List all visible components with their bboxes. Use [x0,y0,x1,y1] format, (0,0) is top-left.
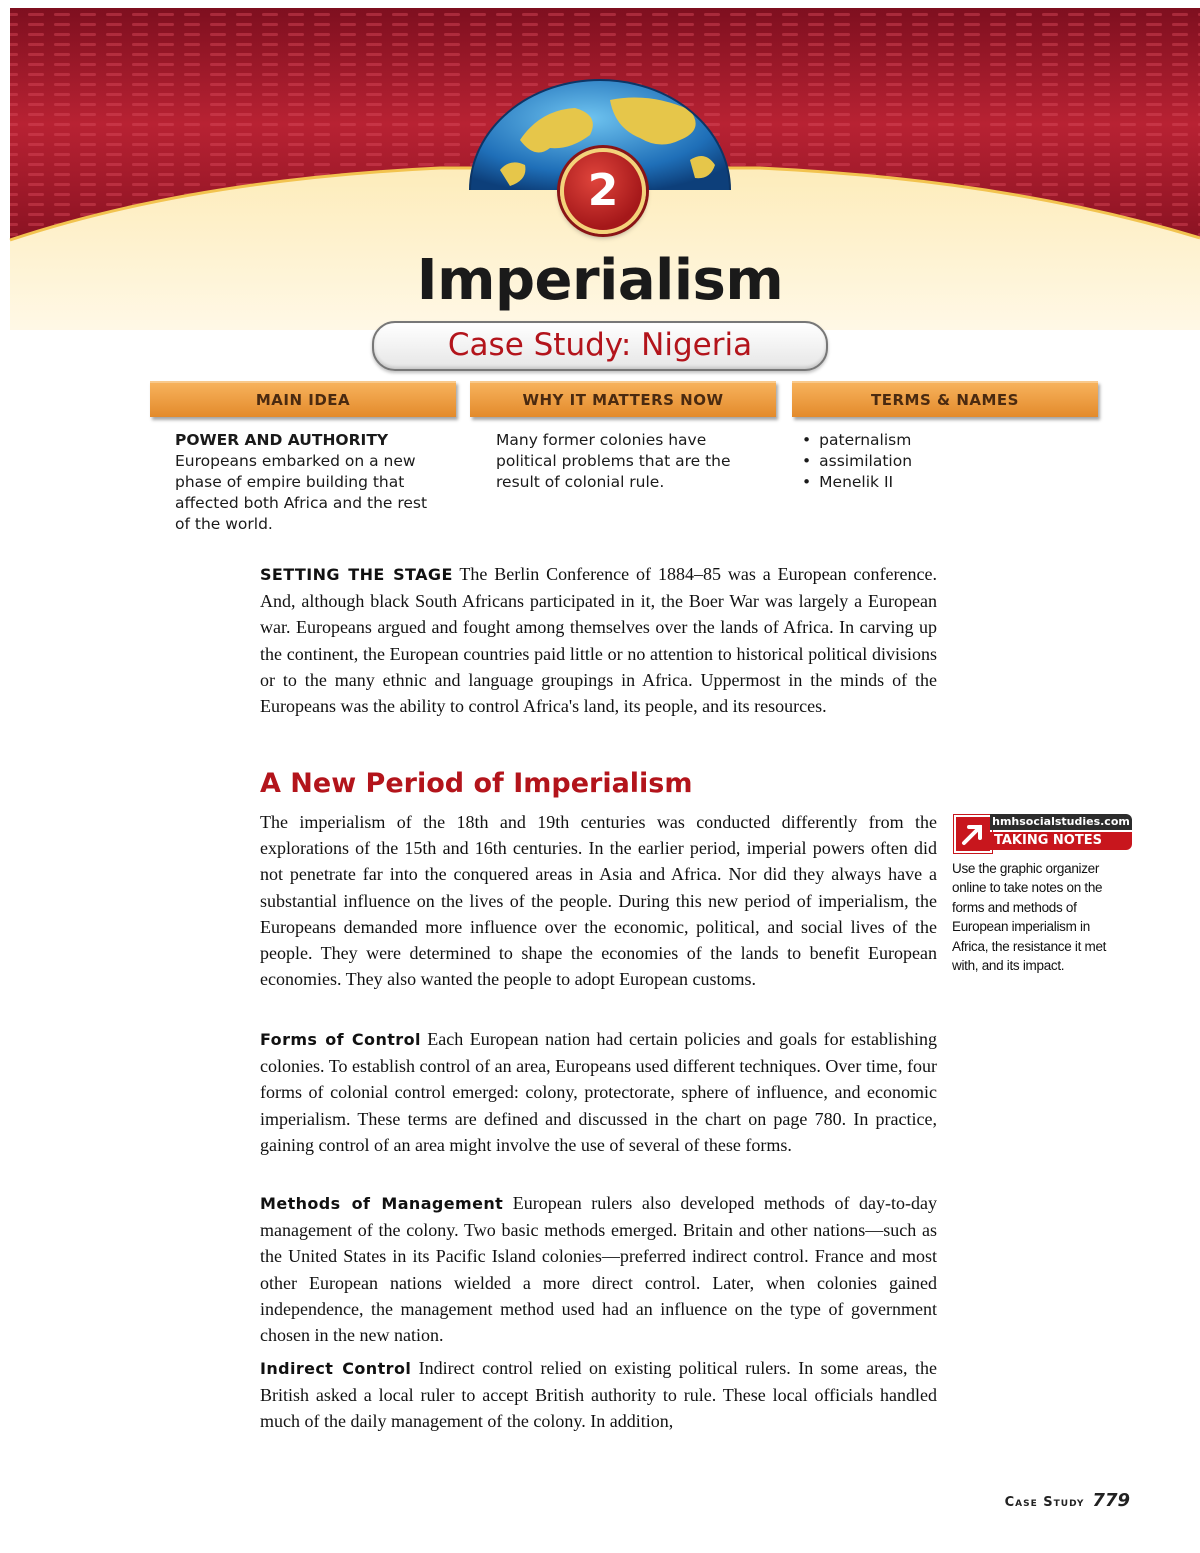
main-idea-text [175,430,440,535]
setting-the-stage-paragraph [260,561,937,719]
sidebar-note-text: Use the graphic organizer online to take notes on the forms and methods of European imperialism in Africa, the resistance it met with, and its impact. [952,861,1107,974]
sidebar-url-link[interactable]: hmhsocialstudies.com [992,815,1130,828]
terms-list [802,430,1002,493]
term-item: • Menelik II [802,472,1002,493]
taking-notes-label: TAKING NOTES [994,833,1102,848]
why-it-matters-tab: WHY IT MATTERS NOW [470,381,776,417]
term-item: • paternalism [802,430,1002,451]
chapter-subtitle: Case Study: Nigeria [447,327,753,363]
indirect-control-text: Indirect control relied on existing political rulers. In some areas, the British asked a local ruler to accept British authority to rule. These local officials handled much of the daily management of the colony. In addition, [260,1358,937,1432]
body-paragraph-methods-of-management [260,1190,937,1348]
page-number: 779 [1092,1490,1130,1511]
body-paragraph-indirect-control [260,1355,937,1435]
terms-names-tab: TERMS & NAMES [792,381,1098,417]
main-idea-body: Europeans embarked on a new phase of empire building that affected both Africa and the rest of the world. [175,452,428,533]
body-paragraph-1: The imperialism of the 18th and 19th centuries was conducted differently from the explorations of the 15th and 16th centuries. In the earlier period, imperial powers often did not penetrate far into the conquered areas in Asia and Africa. Nor did they always have a substantial influence on the lives of the people. During this new period of imperialism, the Europeans demanded more influence over the economic, political, and social lives of the people. They were determined to shape the economies of the lands to benefit European economies. They also wanted the people to adopt European customs. [260,812,937,990]
chapter-title: Imperialism [416,248,784,313]
main-idea-tab: MAIN IDEA [150,381,456,417]
forms-of-control-runin: Forms of Control [260,1030,421,1049]
why-it-matters-text: Many former colonies have political problems that are the result of colonial rule. [496,431,731,491]
arrow-out-icon[interactable] [954,815,992,853]
forms-of-control-text: Each European nation had certain policies and goals for establishing colonies. To establish control of an area, Europeans used different techniques. Over time, four forms of colonial control emerged: colony, protectorate, sphere of influence, and economic imperialism. These terms are defined and discussed in the chart on page 780. In practice, gaining control of an area might involve the use of several of these forms. [260,1029,938,1155]
setting-the-stage-text: The Berlin Conference of 1884–85 was a European conference. And, although black South Africans participated in it, the Boer War was largely a European war. Europeans argued and fought among themselves over the lands of Africa. In carving up the continent, the European countries paid little or no attention to historical political divisions or to the many ethnic and language groupings in Africa. Uppermost in the minds of the Europeans was the ability to control Africa's land, its people, and its resources. [260,564,937,717]
main-idea-heading: POWER AND AUTHORITY [175,431,389,449]
setting-the-stage-runin: SETTING THE STAGE [260,565,453,584]
footer-label: Case Study [1004,1495,1085,1510]
methods-of-management-text: European rulers also developed methods of day-to-day management of the colony. Two basic methods emerged. Britain and other nations—such as the United States in its Pacific Island colonies—preferred indirect control. France and most other European nations wielded a more direct control. Later, when colonies gained independence, the management method used had an influence on the type of government chosen in the new nation. [260,1193,937,1346]
section-heading: A New Period of Imperialism [260,768,693,799]
term-item: • assimilation [802,451,1002,472]
methods-of-management-runin: Methods of Management [260,1194,504,1213]
body-paragraph-forms-of-control [260,1026,937,1158]
indirect-control-runin: Indirect Control [260,1359,412,1378]
chapter-number-badge: 2 [560,148,646,234]
page-footer [990,1490,1130,1511]
